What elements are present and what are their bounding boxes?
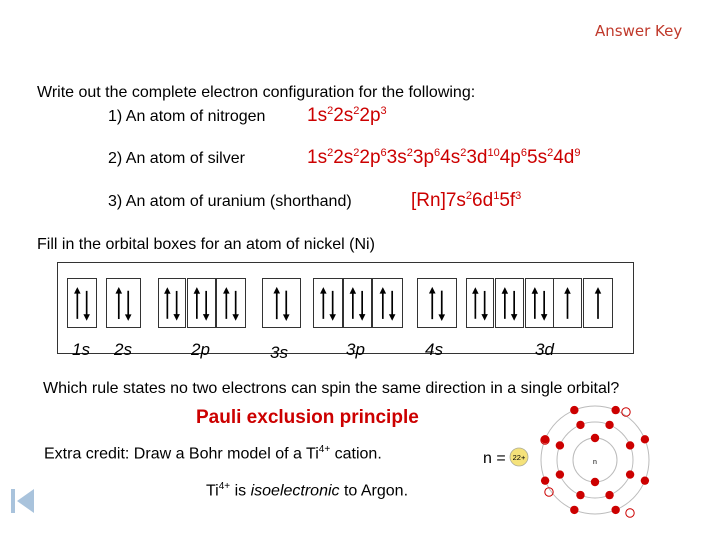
electron — [556, 441, 564, 449]
bohr-center-label: n — [593, 459, 597, 466]
electron — [641, 476, 649, 484]
config-exponent: 10 — [487, 147, 500, 159]
config-exponent: 3 — [380, 105, 387, 117]
first-slide-icon[interactable] — [10, 486, 36, 516]
answer-nitrogen — [307, 105, 387, 127]
orbital-label-2p: 2p — [191, 340, 210, 359]
electron — [591, 478, 599, 486]
spin-down-arrow — [203, 291, 210, 321]
removed-electron — [626, 509, 634, 517]
config-term: 2p — [359, 105, 381, 126]
extra-credit-charge: 4+ — [318, 444, 331, 455]
config-exponent: 2 — [353, 105, 360, 117]
config-exponent: 3 — [515, 190, 522, 202]
answer-key-label: Answer Key — [595, 22, 683, 40]
config-term: 3d — [466, 147, 488, 168]
pauli-answer: Pauli exclusion principle — [196, 407, 419, 428]
orbital-box-2p — [216, 278, 246, 328]
electron — [626, 470, 634, 478]
electron — [576, 421, 584, 429]
spin-up-arrow — [472, 287, 479, 319]
config-term: [Rn]7s — [411, 190, 466, 211]
isoelectronic-note — [206, 481, 408, 500]
config-term: 5s — [527, 147, 548, 168]
rule-question: Which rule states no two electrons can spin the same direction in a single orbital? — [43, 380, 620, 397]
spin-down-arrow — [389, 291, 396, 321]
spin-up-arrow — [595, 287, 602, 319]
bohr-n-label: n = — [483, 450, 506, 467]
orbital-box-3d — [495, 278, 524, 328]
config-term: 2s — [333, 147, 354, 168]
spin-down-arrow — [511, 291, 518, 321]
spin-down-arrow — [329, 291, 336, 321]
electron — [570, 506, 578, 514]
config-term: 4d — [553, 147, 575, 168]
spin-up-arrow — [380, 287, 387, 319]
config-exponent: 6 — [520, 147, 527, 159]
electron — [605, 421, 613, 429]
orbital-box-3d — [466, 278, 494, 328]
config-exponent: 2 — [353, 147, 360, 159]
spin-down-arrow — [232, 291, 239, 321]
electron — [626, 441, 634, 449]
spin-down-arrow — [541, 291, 548, 321]
orbital-box-4s — [417, 278, 457, 328]
orbital-box-3p — [372, 278, 403, 328]
spin-up-arrow — [194, 287, 201, 319]
orbital-box-3p — [313, 278, 343, 328]
config-term: 5f — [499, 190, 516, 211]
orbital-box-3d — [525, 278, 554, 328]
config-exponent: 2 — [406, 147, 413, 159]
orbital-box-2s — [106, 278, 141, 328]
orbital-box-2p — [187, 278, 216, 328]
spin-down-arrow — [283, 291, 290, 321]
electron — [556, 470, 564, 478]
question-silver: 2) An atom of silver — [108, 150, 245, 167]
answer-uranium — [411, 190, 521, 212]
spin-up-arrow — [350, 287, 357, 319]
electron — [570, 406, 578, 414]
config-exponent: 9 — [574, 147, 581, 159]
question-uranium: 3) An atom of uranium (shorthand) — [108, 193, 352, 210]
spin-up-arrow — [429, 287, 436, 319]
config-exponent: 2 — [547, 147, 554, 159]
config-exponent: 1 — [493, 190, 500, 202]
note-italic: isoelectronic — [250, 482, 340, 500]
extra-credit-prompt-start: Extra credit: Draw a Bohr model of a Ti — [44, 445, 319, 463]
electron — [641, 435, 649, 443]
note-end: to Argon. — [339, 482, 409, 500]
extra-credit-prompt-end: cation. — [330, 445, 382, 463]
spin-up-arrow — [564, 287, 571, 319]
note-charge: 4+ — [218, 481, 231, 492]
spin-down-arrow — [438, 291, 445, 321]
orbital-box-3d — [583, 278, 613, 328]
orbital-label-4s: 4s — [425, 340, 443, 359]
answer-silver — [307, 147, 580, 169]
config-term: 4p — [499, 147, 521, 168]
orbital-label-3p: 3p — [346, 340, 365, 359]
spin-up-arrow — [502, 287, 509, 319]
orbital-label-3s: 3s — [270, 343, 288, 362]
orbital-box-3p — [343, 278, 372, 328]
spin-down-arrow — [481, 291, 488, 321]
config-exponent: 2 — [327, 105, 334, 117]
spin-up-arrow — [320, 287, 327, 319]
spin-up-arrow — [74, 287, 81, 319]
electron — [611, 406, 619, 414]
electron — [591, 434, 599, 442]
config-term: 4s — [440, 147, 461, 168]
config-term: 1s — [307, 147, 328, 168]
spin-down-arrow — [359, 291, 366, 321]
removed-electron — [622, 408, 630, 416]
orbital-box-2p — [158, 278, 186, 328]
orbital-label-1s: 1s — [72, 340, 90, 359]
spin-up-arrow — [223, 287, 230, 319]
config-term: 2s — [333, 105, 354, 126]
config-term: 2p — [359, 147, 381, 168]
electron — [605, 491, 613, 499]
extra-credit-prompt — [44, 444, 382, 463]
spin-up-arrow — [164, 287, 171, 319]
spin-down-arrow — [125, 291, 132, 321]
config-exponent: 6 — [434, 147, 441, 159]
orbital-box-3s — [262, 278, 301, 328]
config-term: 6d — [472, 190, 494, 211]
electron — [611, 506, 619, 514]
spin-up-arrow — [532, 287, 539, 319]
config-term: 3s — [386, 147, 407, 168]
config-exponent: 2 — [327, 147, 334, 159]
config-term: 3p — [412, 147, 435, 168]
electron — [541, 476, 549, 484]
orbital-box-3d — [553, 278, 582, 328]
config-instruction: Write out the complete electron configuration for the following: — [37, 84, 476, 101]
orbital-instruction: Fill in the orbital boxes for an atom of nickel (Ni) — [37, 236, 375, 253]
spin-up-arrow — [115, 287, 122, 319]
note-mid: is — [230, 482, 251, 500]
electron — [576, 491, 584, 499]
spin-up-arrow — [273, 287, 280, 319]
spin-down-arrow — [83, 291, 90, 321]
spin-down-arrow — [173, 291, 180, 321]
nucleus-label: 22+ — [512, 453, 526, 462]
orbital-label-3d: 3d — [535, 340, 554, 359]
config-exponent: 2 — [460, 147, 467, 159]
orbital-box-1s — [67, 278, 97, 328]
bohr-model-diagram — [505, 403, 655, 523]
question-nitrogen: 1) An atom of nitrogen — [108, 108, 266, 125]
config-term: 1s — [307, 105, 328, 126]
orbital-label-2s: 2s — [114, 340, 132, 359]
config-exponent: 2 — [465, 190, 473, 202]
note-ion: Ti — [206, 482, 219, 500]
config-exponent: 6 — [380, 147, 387, 159]
